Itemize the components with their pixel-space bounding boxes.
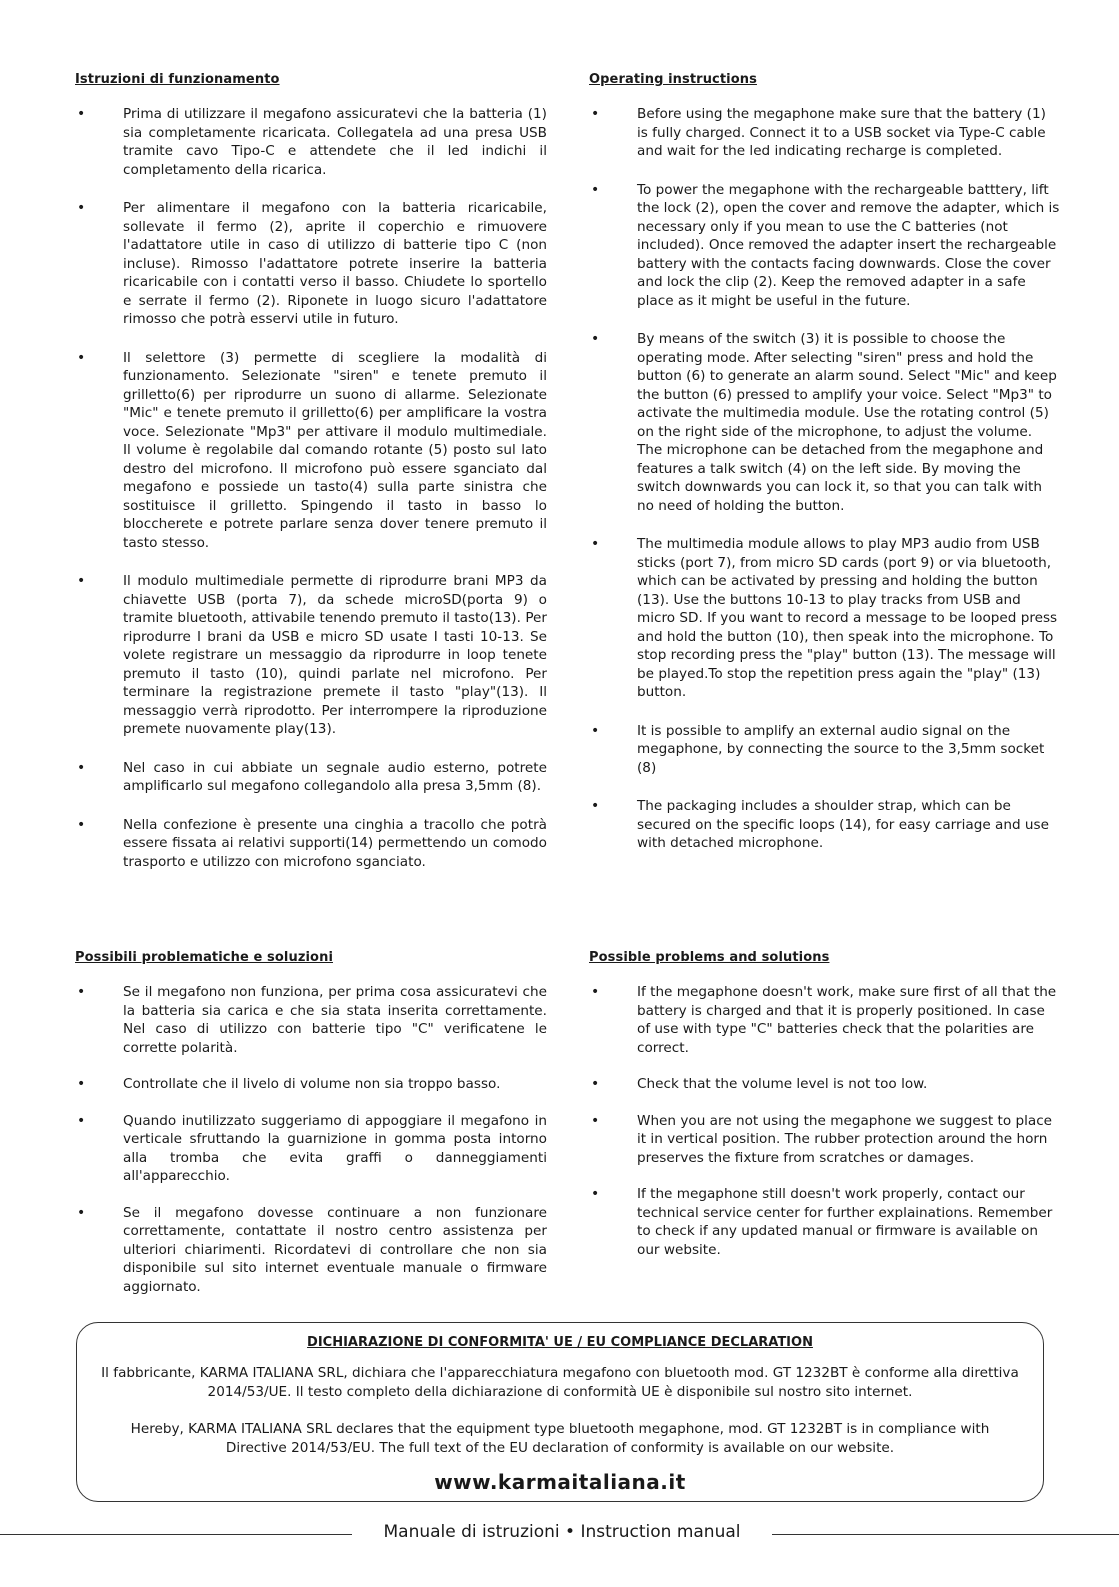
- bullet: •: [77, 200, 86, 216]
- list-item-text: Per alimentare il megafono con la batteria ricaricabile, sollevate il fermo (2), aprite il coperchio e rimuovere l'adattatore utile in caso di utilizzo di batterie tipo C (non incluse). Rimosso l'adattatore potrete inserire la batteria ricaricabile con i contatti verso il basso. Chiudete lo sportello e serrate il fermo (2). Riponete in luogo sicuro l'adattatore rimosso che potrà esservi utile in futuro.: [123, 200, 547, 327]
- list-item: [589, 983, 1061, 1057]
- right-problems-section: [589, 950, 1061, 1259]
- right-heading: Operating instructions: [589, 72, 757, 87]
- right-column: [589, 72, 1061, 853]
- bullet: •: [77, 759, 86, 776]
- website-link[interactable]: www.karmaitaliana.it: [434, 1470, 686, 1494]
- list-item: [589, 1185, 1061, 1259]
- list-item: [75, 759, 547, 796]
- list-item-text: When you are not using the megaphone we suggest to place it in vertical position. The rubber protection around the horn preserves the fixture from scratches or damages.: [637, 1112, 1053, 1166]
- left-heading-2: Possibili problematiche e soluzioni: [75, 950, 333, 965]
- list-item: [589, 1112, 1061, 1168]
- bullet: •: [591, 1076, 600, 1092]
- declaration-english-text: Hereby, KARMA ITALIANA SRL declares that the equipment type bluetooth megaphone, mod. GT 1232BT is in compliance with Directive 2014/53/EU. The full text of the EU declaration of conformity is available on our website.: [130, 1421, 990, 1456]
- list-item: [75, 816, 547, 872]
- bullet: •: [77, 349, 86, 366]
- list-item-text: Il modulo multimediale permette di riprodurre brani MP3 da chiavette USB (porta 7), da schede microSD(porta 9) o tramite bluetooth, attivabile tenendo premuto il tasto(13). Per riprodurre I brani da USB e micro SD usate I tasti 10-13. Se volete registrare un messaggio da riprodurre in loop tenete premuto il tasto (10), quindi parlate nel microfono. Per terminare la registrazione premete il tasto "play"(13). Il messaggio verrà riprodotto. Per interrompere la riproduzione premete nuovamente play(13).: [123, 573, 547, 737]
- footer-divider-right: [772, 1534, 1119, 1535]
- list-item-text: Check that the volume level is not too low.: [637, 1076, 928, 1092]
- bullet: •: [591, 106, 600, 122]
- bullet: •: [77, 816, 86, 833]
- right-problems-list: [589, 983, 1061, 1259]
- list-item-text: Controllate che il livelo di volume non sia troppo basso.: [123, 1076, 501, 1092]
- list-item-text: The multimedia module allows to play MP3 audio from USB sticks (port 7), from micro SD cards (port 9) or via bluetooth, which can be activated by pressing and holding the button (13). Use the buttons 10-13 to play tracks from USB and micro SD. If you want to record a message to be looped press and hold the button (10), then speak into the microphone. To stop recording press the "play" button (13). The message will be played.To stop the repetition press again the "play" (13) button.: [637, 536, 1058, 700]
- bullet: •: [591, 331, 600, 347]
- list-item: [75, 983, 547, 1057]
- bullet: •: [77, 1076, 86, 1092]
- left-heading: Istruzioni di funzionamento: [75, 72, 280, 87]
- list-item: [75, 1075, 547, 1094]
- list-item: [589, 1075, 1061, 1094]
- right-instructions-list: [589, 105, 1061, 853]
- list-item-text: If the megaphone still doesn't work properly, contact our technical service center for further explainations. Remember to check if any updated manual or firmware is available on our website.: [637, 1186, 1053, 1258]
- declaration-italian-text: Il fabbricante, KARMA ITALIANA SRL, dichiara che l'apparecchiatura megafono con bluetooth mod. GT 1232BT è conforme alla direttiva 2014/53/UE. Il testo completo della dichiarazione di conformità UE è disponibile sul nostro sito internet.: [101, 1365, 1019, 1400]
- list-item-text: Before using the megaphone make sure that the battery (1) is fully charged. Connect it to a USB socket via Type-C cable and wait for the led indicating recharge is completed.: [637, 106, 1046, 159]
- left-problems-section: [75, 950, 547, 1296]
- left-problems-list: [75, 983, 547, 1296]
- list-item-text: Nella confezione è presente una cinghia a tracollo che potrà essere fissata ai relativi supporti(14) permettendo un comodo trasporto e utilizzo con microfono sganciato.: [123, 816, 547, 870]
- list-item-text: Se il megafono non funziona, per prima cosa assicuratevi che la batteria sia carica e che sia stata inserita correttamente. Nel caso di utilizzo con batterie tipo "C" verificatene le corrette polarità.: [123, 984, 547, 1056]
- bullet: •: [77, 1204, 86, 1221]
- list-item: [589, 105, 1061, 161]
- list-item-text: The packaging includes a shoulder strap, which can be secured on the specific loops (14), for easy carriage and use with detached microphone.: [637, 798, 1049, 851]
- list-item-text: By means of the switch (3) it is possible to choose the operating mode. After selecting "siren" press and hold the button (6) to generate an alarm sound. Select "Mic" and keep the button (6) pressed to amplify your voice. Select "Mp3" to activate the multimedia module. Use the rotating control (5) on the right side of the microphone, to adjust the volume. The microphone can be detached from the megaphone and features a talk switch (4) on the left side. By moving the switch downwards you can lock it, so that you can talk with no need of holding the button.: [637, 331, 1057, 514]
- list-item: [75, 349, 547, 553]
- list-item-text: If the megaphone doesn't work, make sure first of all that the battery is charged and that it is properly positioned. In case of use with type "C" batteries check that the polarities are correct.: [637, 984, 1057, 1056]
- compliance-declaration-box: [76, 1322, 1044, 1502]
- bullet: •: [591, 1186, 600, 1202]
- list-item-text: It is possible to amplify an external audio signal on the megaphone, by connecting the source to the 3,5mm socket (8): [637, 722, 1045, 776]
- list-item: [589, 181, 1061, 311]
- footer-text: Manuale di istruzioni • Instruction manual: [383, 1522, 741, 1542]
- bullet: •: [591, 181, 600, 198]
- list-item: [75, 1112, 547, 1186]
- bullet: •: [591, 1112, 600, 1129]
- list-item: [589, 535, 1061, 702]
- left-instructions-list: [75, 105, 547, 871]
- list-item-text: Il selettore (3) permette di scegliere la modalità di funzionamento. Selezionate "siren" e tenete premuto il grilletto(6) per riprodurre un suono di allarme. Selezionate "Mic" e tenete premuto il grilletto(6) per amplificare la vostra voce. Selezionate "Mp3" per attivare il modulo multimediale. Il volume è regolabile dal comando rotante (5) posto sul lato destro del microfono. Il microfono può essere sganciato dal megafono e possiede un tasto(4) sulla parte sinistra che sostituisce il grilletto. Spingendo il tasto in basso lo bloccherete e potrete parlare senza dover tenere premuto il tasto stesso.: [123, 349, 547, 551]
- bullet: •: [591, 984, 600, 1000]
- declaration-title: DICHIARAZIONE DI CONFORMITA' UE / EU COMPLIANCE DECLARATION: [307, 1335, 813, 1350]
- footer-divider-left: [0, 1534, 352, 1535]
- list-item-text: Se il megafono dovesse continuare a non funzionare correttamente, contattate il nostro centro assistenza per ulteriori chiarimenti. Ricordatevi di controllare che non sia disponibile sul sito internet eventuale manuale o firmware aggiornato.: [123, 1204, 547, 1295]
- list-item: [75, 199, 547, 329]
- page-footer: [0, 1522, 1119, 1546]
- bullet: •: [591, 536, 600, 552]
- list-item-text: Nel caso in cui abbiate un segnale audio esterno, potrete amplificarlo sul megafono collegandolo alla presa 3,5mm (8).: [123, 759, 547, 794]
- bullet: •: [77, 984, 86, 1000]
- list-item: [75, 105, 547, 179]
- bullet: •: [77, 1112, 86, 1129]
- list-item-text: Quando inutilizzato suggeriamo di appoggiare il megafono in verticale sfruttando la guarnizione in gomma posta intorno alla tromba che evita graffi o danneggiamenti all'apparecchio.: [123, 1112, 547, 1184]
- list-item: [589, 722, 1061, 778]
- list-item: [589, 330, 1061, 515]
- bullet: •: [77, 106, 86, 122]
- bullet: •: [77, 573, 86, 589]
- list-item: [589, 797, 1061, 853]
- bullet: •: [591, 798, 600, 814]
- list-item-text: Prima di utilizzare il megafono assicuratevi che la batteria (1) sia completamente ricaricata. Collegatela ad una presa USB tramite cavo Tipo-C e attendete che il led indichi il completamento della ricarica.: [123, 106, 547, 178]
- left-column: [75, 72, 547, 871]
- list-item-text: To power the megaphone with the rechargeable batttery, lift the lock (2), open the cover and remove the adapter, which is necessary only if you mean to use the C batteries (not included). Once removed the adapter insert the rechargeable battery with the contacts facing downwards. Close the cover and lock the clip (2). Keep the removed adapter in a safe place as it might be useful in the future.: [637, 181, 1060, 309]
- list-item: [75, 572, 547, 739]
- bullet: •: [591, 722, 600, 739]
- right-heading-2: Possible problems and solutions: [589, 950, 830, 965]
- list-item: [75, 1204, 547, 1297]
